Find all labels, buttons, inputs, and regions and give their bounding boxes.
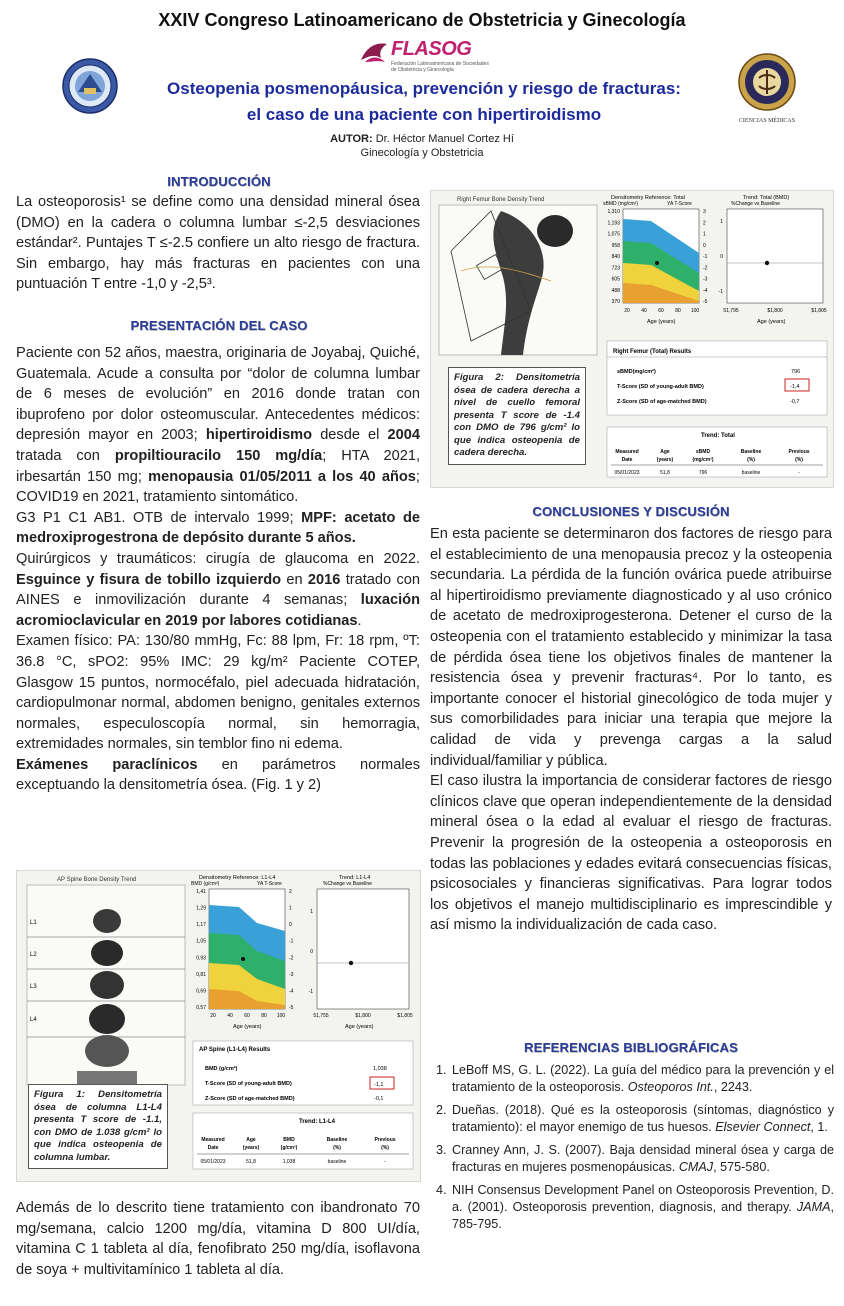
vertebra-label: L1 <box>30 920 37 926</box>
references-list <box>430 1062 834 1239</box>
fig1-bmd-tick: 1,41 <box>196 889 206 895</box>
fig1-col-header: Age <box>246 1137 256 1143</box>
case-paragraph-3: Quirúrgicos y traumáticos: cirugía de glaucoma en 2022. Esguince y fisura de tobillo izquierdo en 2016 tratado con AINES e inmovilización durante 4 semanas; luxación acromioclavicular en 2019 por labores cotidianas. <box>16 550 421 629</box>
fig2-ref-ylabel: sBMD (mg/cm²) <box>603 201 638 207</box>
flasog-logo-text: FLASOG <box>391 38 472 60</box>
conclusions-heading: CONCLUSIONES Y DISCUSIÓN <box>532 504 730 519</box>
fig2-col-header: Measured <box>615 449 639 455</box>
fig1-trend-age-label: Age (years) <box>345 1024 374 1030</box>
reference-item: 3. Cranney Ann, J. S. (2007). Baja densidad mineral ósea y carga de fracturas en mujeres posmenopáusicas. CMAJ, 575-580. <box>450 1142 834 1176</box>
conclusions-paragraph-1: En esta paciente se determinaron dos factores de riesgo para el establecimiento de una menopausia precoz y la osteopenia secundaria. La pérdida de la función ovárica puede atribuirse al hipertiroidismo previamente diagnosticado y al uso crónico de acetato de medroxiprogesterona. Detener el curso de la osteopenia con el tratamiento establecido y minimizar la tasa de pérdida ósea tiene los objetivos finales de mantener la resistencia ósea y prevenir fracturas⁴. Por lo tanto, es importante conocer el historial ginecológico de toda mujer y sus comorbilidades para iniciar una terapia que mejore la calidad de vida y prevenga cargas a la salud individual/familiar y pública. <box>430 526 832 769</box>
fig1-trend-x-tick: $1,805 <box>397 1013 413 1019</box>
fig1-trend-point <box>349 961 353 965</box>
fig2-col-header: Age <box>660 449 670 455</box>
case-text <box>16 343 420 796</box>
fig1-trend-chart-title: Trend: L1-L4 <box>339 875 371 881</box>
fig2-bmd-tick: 1,193 <box>607 220 620 227</box>
congress-title: XXIV Congreso Latinoamericano de Obstetricia y Ginecología <box>158 10 686 30</box>
fig1-col-header-sub: Date <box>207 1145 219 1151</box>
fig1-col-header: Previous <box>374 1137 396 1143</box>
fig2-trend-x-tick: $1,805 <box>811 308 827 314</box>
flasog-logo <box>357 38 487 72</box>
fig1-bmd-tick: 1,05 <box>196 938 206 945</box>
case-paragraph-2: G3 P1 C1 AB1. OTB de intervalo 1999; MPF: acetato de medroxiprogestrona de depósito durante 5 años. <box>16 509 420 547</box>
fig1-t-tick: -5 <box>289 1005 294 1011</box>
case-paragraph-4: Examen físico: PA: 130/80 mmHg, Fc: 88 lpm, Fr: 18 rpm, ºT: 36.8 °C, sPO2: 95% IMC: 29 kg/m² Paciente COTEP, Glasgow 15 puntos, normocéfalo, piel adecuada hidratación, cardiopulmonar normal, abdomen benigno, genitales externos normales, especuloscopía normal, sin hemorragia, extremidades normales, sin temblor fino ni edema. <box>16 633 420 753</box>
fig2-col-header-sub: (%) <box>795 457 803 463</box>
fig1-trend-x-ticks <box>313 1013 413 1019</box>
fig2-bmd-tick: 723 <box>611 265 620 272</box>
fig2-trend-ylabel: %Change vs Baseline <box>731 201 780 207</box>
fig1-bmd-tick: 0,69 <box>196 988 206 995</box>
fig2-results-title: Right Femur (Total) Results <box>613 349 692 355</box>
fig1-col-header-sub: (years) <box>242 1145 260 1151</box>
fig2-row1-value: 796 <box>791 369 801 375</box>
fig1-trend-table-title: Trend: L1-L4 <box>299 1119 336 1125</box>
fig2-t-tick: -4 <box>703 287 708 294</box>
fig2-trend-y-tick: 0 <box>720 254 723 260</box>
fig1-table-cell: 05/01/2023 <box>200 1159 226 1165</box>
case-paragraph-5: Exámenes paraclínicos en parámetros normales exceptuando la densitometría ósea. (Fig. 1 y 2) <box>16 756 420 794</box>
fig2-ref-title: Densitometry Reference: Total <box>611 195 685 201</box>
fig1-col-header: Measured <box>201 1137 225 1143</box>
fig1-col-header-sub: (%) <box>381 1145 389 1151</box>
intro-paragraph: La osteoporosis¹ se define como una densidad mineral ósea (DMO) en la cadera o columna lumbar ≤-2,5 desviaciones estándar². Puntajes T ≤-2.5 confiere un alto riesgo de fractura. Sin embargo, hay más fracturas en pacientes con una puntuación T entre -1,0 y -2,5³. <box>16 194 420 293</box>
seal-caption: CIENCIAS MÉDICAS <box>738 118 796 124</box>
fig1-col-header: Baseline <box>326 1137 348 1143</box>
fig2-trend-age-label: Age (years) <box>757 319 786 325</box>
fig2-table-cell: 51,8 <box>660 470 670 476</box>
fig2-t-tick: 0 <box>703 242 706 249</box>
fig1-age-tick: 80 <box>261 1013 267 1019</box>
fig1-row1-label: BMD (g/cm²) <box>205 1066 238 1072</box>
figure-2-caption: Figura 2: Densitometría ósea de cadera derecha a nivel de cuello femoral presenta T score de -1.4 con DMO de 796 g/cm² lo que indica osteopenia de cadera derecha. <box>448 367 586 465</box>
fig1-col-header: BMD <box>283 1137 295 1143</box>
fig1-age-label: Age (years) <box>233 1024 262 1030</box>
treatment-text <box>16 1198 420 1280</box>
fig2-t-tick: 3 <box>703 209 706 215</box>
poster-title-line2: el caso de una paciente con hipertiroidismo <box>246 105 602 124</box>
fig1-age-tick: 40 <box>227 1013 233 1019</box>
fig1-ref-tlabel: YA T-Score <box>257 881 282 887</box>
fig2-table-cell: - <box>798 470 800 476</box>
fig2-bmd-tick: 605 <box>611 276 620 283</box>
fig2-ref-chart <box>623 209 699 303</box>
fig2-trend-x-tick: 51,795 <box>723 308 739 314</box>
fig1-age-tick: 20 <box>210 1013 216 1019</box>
case-paragraph-6: Además de lo descrito tiene tratamiento con ibandronato 70 mg/semana, calcio 1200 mg/día, vitamina D 800 UI/día, vitamina C 1 tableta al día, fenofibrato 250 mg/día, isoflavona de soya + multivitamínico 1 tableta al día. <box>16 1200 420 1278</box>
fig2-col-header-sub: (years) <box>656 457 674 463</box>
fig2-table-cell: 05/01/2023 <box>614 470 640 476</box>
flasog-logo-subtext: Federación Latinoamericana de Sociedades de Obstetricia y Ginecología <box>391 61 489 73</box>
fig1-ref-ylabel: BMD (g/cm²) <box>191 881 220 887</box>
fig2-t-tick: -5 <box>703 299 708 305</box>
fig1-t-tick: -4 <box>289 988 294 995</box>
fig2-ref-tlabel: YA T-Score <box>667 201 692 207</box>
fig1-row2-value: -1,1 <box>374 1082 384 1088</box>
fig1-trend-y-tick: -1 <box>308 989 313 995</box>
fig2-t-tick: -3 <box>703 276 708 283</box>
fig2-age-tick: 100 <box>690 308 700 314</box>
fig2-t-tick: -2 <box>703 265 708 272</box>
reference-item: 4. NIH Consensus Development Panel on Osteoporosis Prevention, D. a. (2001). Osteoporosis prevention, diagnosis, and therapy. JAMA, 785-795. <box>450 1182 834 1233</box>
poster-title-line1: Osteopenia posmenopáusica, prevención y riesgo de fracturas: <box>167 79 681 98</box>
fig1-bmd-tick: 1,17 <box>196 922 206 929</box>
fig1-table-cell: 51,8 <box>246 1159 256 1165</box>
fig1-table-cell: baseline <box>327 1159 347 1165</box>
fig1-ref-title: Densitometry Reference: L1-L4 <box>199 875 276 881</box>
vertebra-label: L4 <box>30 1017 37 1023</box>
fig1-trend-x-tick: $1,800 <box>355 1013 371 1019</box>
fig2-bmd-tick: 488 <box>611 287 620 294</box>
fig2-col-header: sBMD <box>695 449 711 455</box>
conclusions-paragraph-2: El caso ilustra la importancia de considerar factores de riesgo clínicos clave que operan independientemente de la densidad mineral ósea o la edad al evaluar el riesgo de fracturas. Prevenir la progresión de la osteopenia a osteoporosis en todas las poblaciones y edades evitará consecuencias físicas, psicosociales y financieras significativas. Para lograr todos los objetivos el manejo multidisciplinario es imprescindible y así mismo la individualización de cada caso. <box>430 773 832 934</box>
fig1-t-tick: 2 <box>289 889 292 895</box>
fig1-t-tick: -1 <box>289 938 294 945</box>
author-label: AUTOR: <box>330 133 373 145</box>
fig2-t-tick: 1 <box>703 231 706 238</box>
fig2-trend-x-tick: $1,800 <box>767 308 783 314</box>
flasog-bird-icon <box>359 40 389 68</box>
fig1-age-tick: 100 <box>276 1013 286 1019</box>
fig2-bmd-tick: 1,075 <box>607 231 620 238</box>
fig2-t-tick: 2 <box>703 220 706 227</box>
fig2-col-header-sub: Date <box>621 457 633 463</box>
fig1-trend-title: AP Spine Bone Density Trend <box>57 877 137 883</box>
fig1-t-tick: -3 <box>289 971 294 978</box>
fig1-row2-label: T-Score (SD of young-adult BMD) <box>205 1081 292 1087</box>
vertebra-label: L2 <box>30 952 37 958</box>
intro-text <box>16 192 420 295</box>
fig1-trend-y-tick: 0 <box>310 949 313 955</box>
fig1-col-header-sub: (g/cm²) <box>280 1145 298 1151</box>
fig2-bmd-tick: 840 <box>611 254 620 260</box>
poster-title <box>124 76 724 128</box>
fig1-t-tick: 1 <box>289 905 292 912</box>
medical-faculty-seal-icon <box>735 52 799 128</box>
reference-item: 1. LeBoff MS, G. L. (2022). La guía del médico para la prevención y el tratamiento de la osteoporosis. Osteoporos Int., 2243. <box>450 1062 834 1096</box>
fig2-row1-label: sBMD(mg/cm²) <box>617 369 656 375</box>
fig1-trend-y-tick: 1 <box>310 909 313 915</box>
author-name: Dr. Héctor Manuel Cortez Hí <box>372 133 514 145</box>
fig2-trend-title: Right Femur Bone Density Trend <box>457 197 545 203</box>
figure-1-caption: Figura 1: Densitometría ósea de columna L1-L4 presenta T score de -1.1, con DMO de 1.038 g/cm² lo que indica osteopenia de columna lumbar. <box>28 1084 168 1169</box>
fig1-ref-chart <box>209 889 285 1009</box>
fig2-table-cell: baseline <box>741 470 761 476</box>
conclusions-text <box>430 524 832 936</box>
author-dept: Ginecología y Obstetricia <box>360 147 484 159</box>
fig1-t-tick: -2 <box>289 955 294 962</box>
fig2-age-tick: 80 <box>675 308 681 314</box>
fig2-age-label: Age (years) <box>647 319 676 325</box>
fig2-trend-point <box>765 261 769 265</box>
university-seal-icon <box>62 58 118 114</box>
fig2-row2-label: T-Score (SD of young-adult BMD) <box>617 384 704 390</box>
fig1-row1-value: 1,038 <box>373 1066 387 1072</box>
fig1-bmd-tick: 0,81 <box>196 971 206 978</box>
fig2-age-tick: 60 <box>658 308 664 314</box>
fig2-trend-table-title: Trend: Total <box>701 433 735 439</box>
fig2-bmd-tick: 958 <box>611 242 620 249</box>
case-heading: PRESENTACIÓN DEL CASO <box>130 318 308 333</box>
fig1-row3-label: Z-Score (SD of age-matched BMD) <box>205 1096 295 1102</box>
fig2-trend-y-tick: 1 <box>720 219 723 225</box>
fig2-table-cell: 796 <box>698 470 708 476</box>
fig1-trend-ylabel: %Change vs Baseline <box>323 881 372 887</box>
fig1-col-header-sub: (%) <box>333 1145 341 1151</box>
fig2-col-header: Previous <box>788 449 810 455</box>
fig1-bmd-tick: 1,29 <box>196 905 206 912</box>
fig2-age-tick: 40 <box>641 308 647 314</box>
fig2-row3-label: Z-Score (SD of age-matched BMD) <box>617 399 707 405</box>
reference-item: 2. Dueñas. (2018). Qué es la osteoporosis (síntomas, diagnóstico y tratamiento): el mayor enemigo de tus huesos. Elsevier Connect, 1. <box>450 1102 834 1136</box>
fig1-results-title: AP Spine (L1-L4) Results <box>199 1047 271 1053</box>
fig2-trend-chart-title: Trend: Total (BMD) <box>743 195 790 201</box>
fig2-col-header-sub: (mg/cm²) <box>692 457 714 463</box>
vertebra-label: L3 <box>30 984 37 990</box>
fig2-bmd-tick: 370 <box>611 299 620 305</box>
fig1-trend-x-tick: 51,755 <box>313 1013 329 1019</box>
fig2-row3-value: -0,7 <box>790 399 800 405</box>
fig2-t-tick: -1 <box>703 254 708 260</box>
fig1-table-cell: - <box>384 1159 386 1165</box>
fig1-bmd-tick: 0,57 <box>196 1005 206 1011</box>
fig1-bmd-tick: 0,93 <box>196 955 206 962</box>
fig2-col-header-sub: (%) <box>747 457 755 463</box>
fig2-trend-y-tick: -1 <box>718 289 723 295</box>
fig2-col-header: Baseline <box>740 449 762 455</box>
fig1-table-cell: 1,038 <box>282 1159 296 1165</box>
author-block <box>0 132 844 160</box>
case-paragraph-1: Paciente con 52 años, maestra, originaria de Joyabaj, Quiché, Guatemala. Acude a consulta por “dolor de columna lumbar de 6 meses de evolución” en 2016 donde tratan con ibuprofeno por dolor osteomuscular. Antecedentes médicos: depresión mayor en 2003; hipertiroidismo desde el 2004 tratada con propiltiouracilo 150 mg/día; HTA 2021, irbesartán 150 mg; menopausia 01/05/2011 a los 40 años; COVID19 en 2021, tratamiento sintomático. <box>16 345 421 506</box>
intro-heading: INTRODUCCIÓN <box>167 174 271 189</box>
fig1-t-tick: 0 <box>289 922 292 929</box>
fig2-bmd-tick: 1,310 <box>607 209 620 215</box>
fig2-row2-value: -1,4 <box>790 384 800 390</box>
fig1-row3-value: -0,1 <box>374 1096 384 1102</box>
fig1-age-tick: 60 <box>244 1013 250 1019</box>
fig2-age-tick: 20 <box>624 308 630 314</box>
references-heading: REFERENCIAS BIBLIOGRÁFICAS <box>524 1040 738 1055</box>
